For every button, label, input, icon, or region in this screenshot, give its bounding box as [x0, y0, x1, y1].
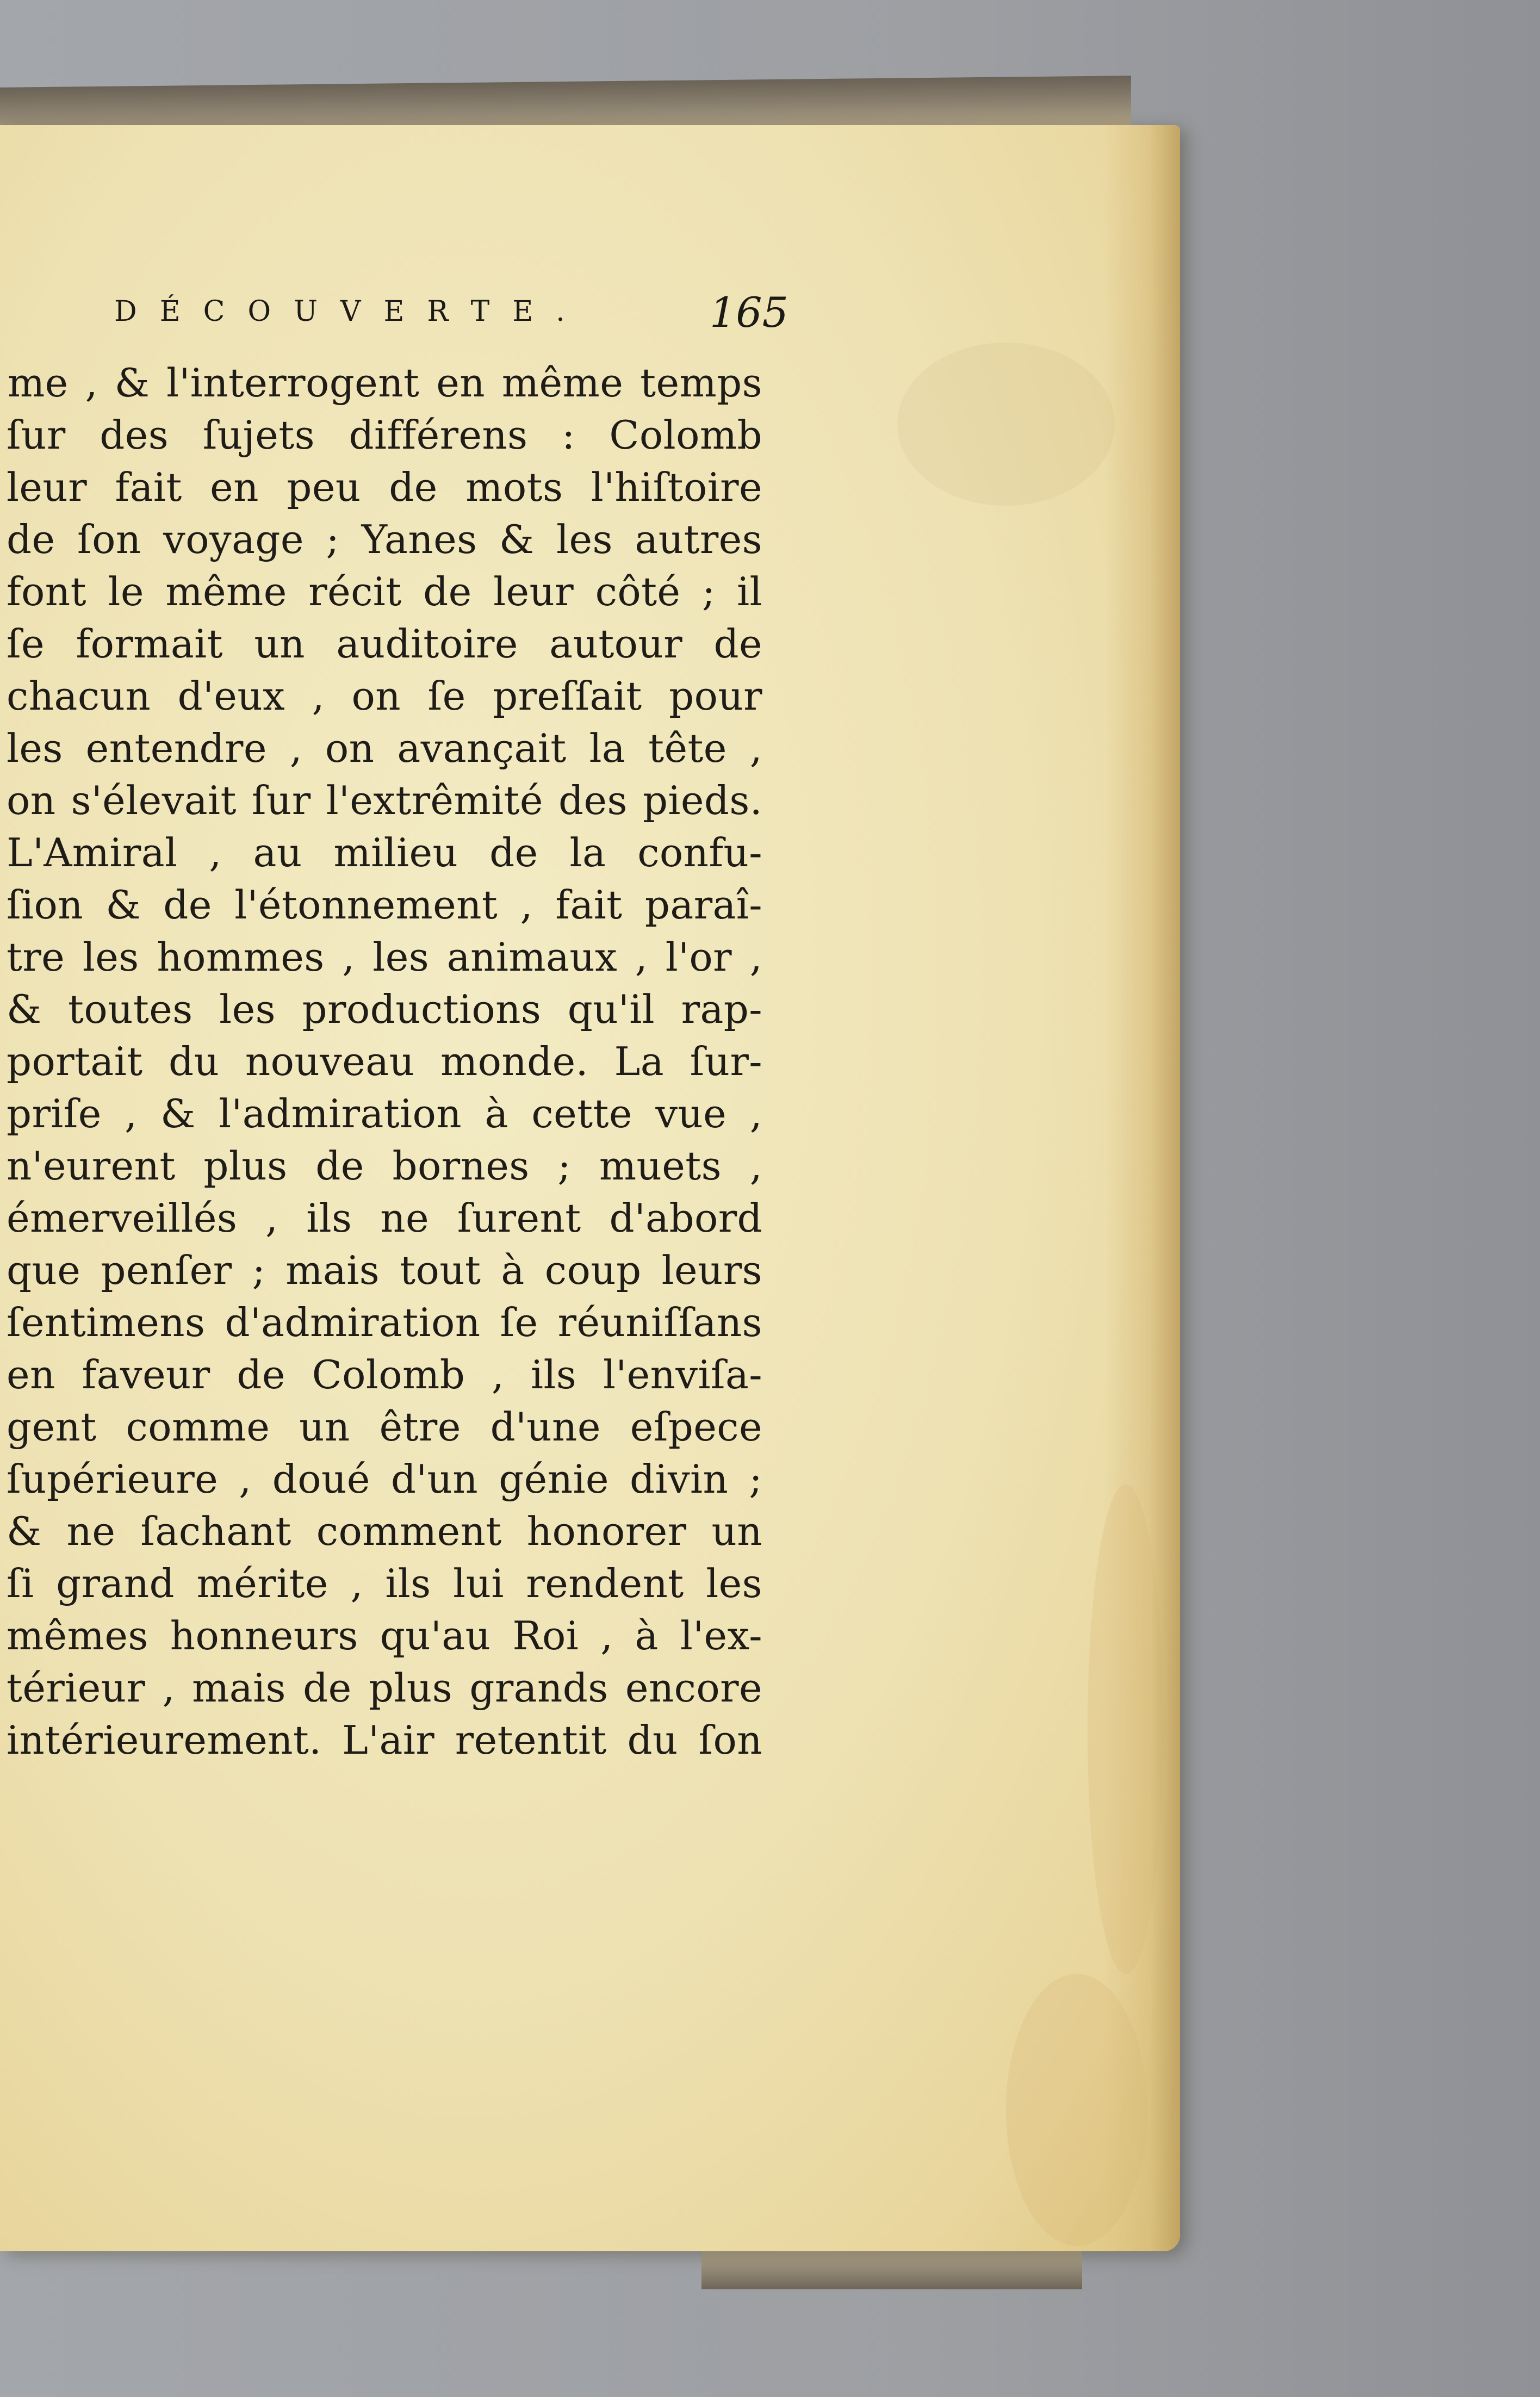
text-line: ſupérieure , doué d'un génie divin ; [7, 1456, 762, 1502]
paper-stain [897, 343, 1115, 506]
text-line: priſe , & l'admiration à cette vue , [7, 1091, 762, 1137]
body-text [7, 357, 762, 1766]
text-line: chacun d'eux , on ſe preſſait pour [7, 673, 762, 719]
text-line: n'eurent plus de bornes ; muets , [7, 1143, 762, 1189]
text-line: leur fait en peu de mots l'hiſtoire [7, 464, 762, 510]
text-line: tre les hommes , les animaux , l'or , [7, 934, 762, 980]
text-line: mêmes honneurs qu'au Roi , à l'ex- [7, 1613, 762, 1659]
running-head: DÉCOUVERTE. [114, 295, 588, 328]
text-line: & toutes les productions qu'il rap- [7, 986, 762, 1032]
text-line: & ne ſachant comment honorer un [7, 1508, 762, 1554]
text-line: gent comme un être d'une eſpece [7, 1404, 762, 1450]
text-line: que penſer ; mais tout à coup leurs [7, 1247, 762, 1293]
text-line: intérieurement. L'air retentit du ſon [7, 1717, 762, 1763]
text-line: ſur des ſujets différens : Colomb [7, 412, 762, 458]
text-line: en faveur de Colomb , ils l'enviſa- [7, 1352, 762, 1398]
text-line: ſe formait un auditoire autour de [7, 621, 762, 667]
text-line: les entendre , on avançait la tête , [7, 725, 762, 771]
text-line: de ſon voyage ; Yanes & les autres [7, 517, 762, 562]
text-line: émerveillés , ils ne ſurent d'abord [7, 1195, 762, 1241]
text-line: L'Amiral , au milieu de la confu- [7, 830, 762, 875]
text-line: ſentimens d'admiration ſe réuniſſans [7, 1300, 762, 1345]
page-fore-edge [1104, 125, 1180, 2251]
text-line: ſion & de l'étonnement , fait paraî- [7, 882, 762, 928]
page-header [114, 288, 788, 346]
text-line: portait du nouveau monde. La ſur- [7, 1039, 762, 1084]
text-line: on s'élevait ſur l'extrêmité des pieds. [7, 778, 762, 823]
text-line: font le même récit de leur côté ; il [7, 569, 762, 614]
text-line: térieur , mais de plus grands encore [7, 1665, 762, 1711]
page-number: 165 [709, 288, 788, 337]
text-line: ſi grand mérite , ils lui rendent les [7, 1561, 762, 1606]
text-line: me , & l'interrogent en même temps [8, 360, 762, 406]
